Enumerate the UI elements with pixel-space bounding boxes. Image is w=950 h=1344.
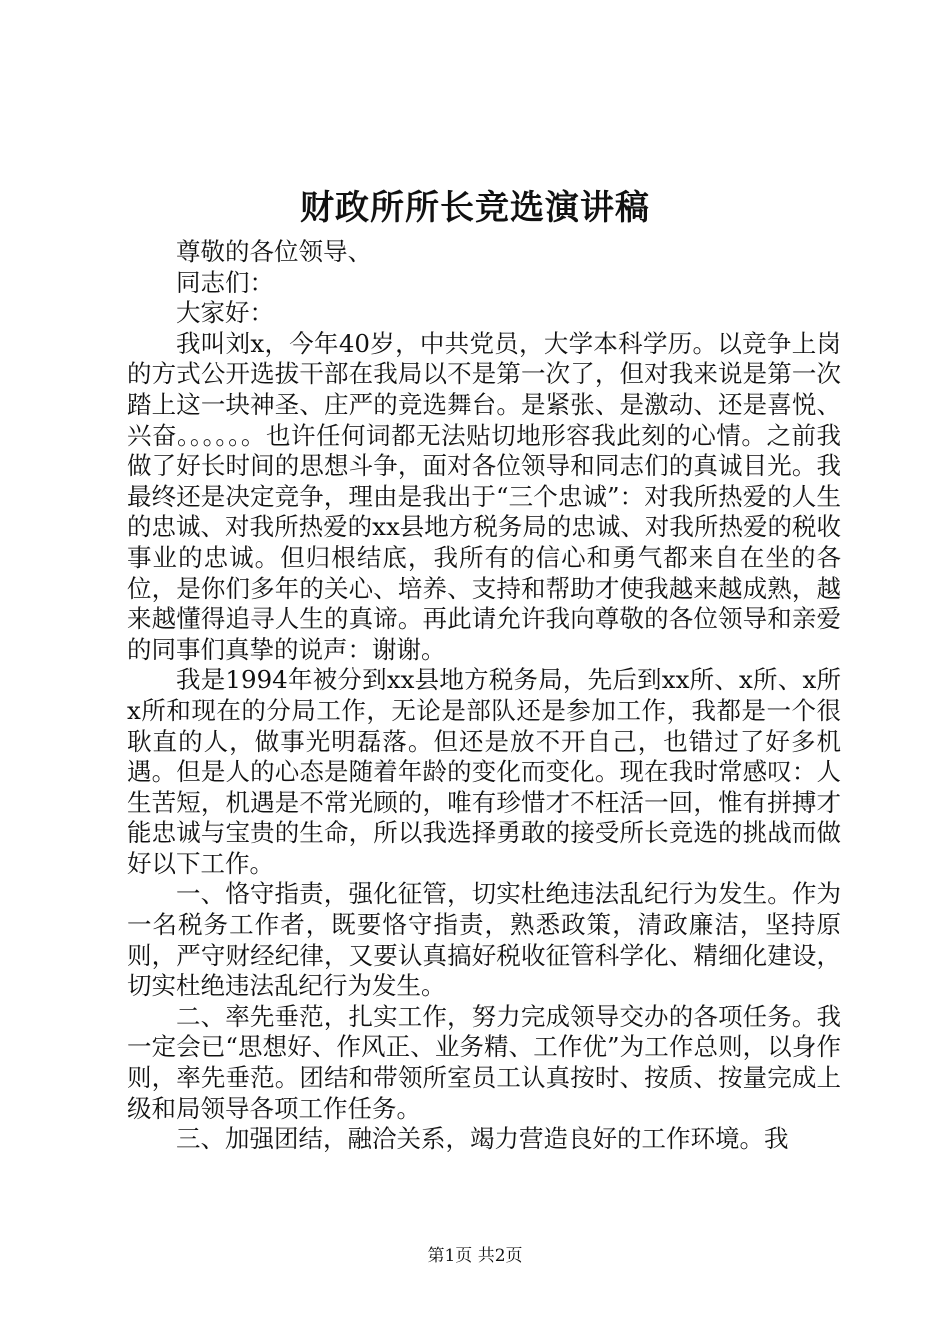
paragraph: 三、加强团结，融洽关系，竭力营造良好的工作环境。我	[176, 1124, 789, 1154]
paragraph: 我叫刘x，今年40岁，中共党员，大学本科学历。以竞争上岗的方式公开选拔干部在我局以不是第一次了，但对我来说是第一次踏上这一块神圣、庄严的竞选舞台。是紧张、是激动、还是喜悦、兴奋。。。。。。也许任何词都无法贴切地形容我此刻的心情。之前我做了好长时间的思想斗争，面对各位领导和同志们的真诚目光。我最终还是决定竞争，理由是我出于“三个忠诚”：对我所热爱的人生的忠诚、对我所热爱的xx县地方税务局的忠诚、对我所热爱的税收事业的忠诚。但归根结底，我所有的信心和勇气都来自在坐的各位，是你们多年的关心、培养、支持和帮助才使我越来越成熟，越来越懂得追寻人生的真谛。再此请允许我向尊敬的各位领导和亲爱的同事们真挚的说声：谢谢。	[127, 328, 841, 664]
paragraph: 我是1994年被分到xx县地方税务局，先后到xx所、x所、x所x所和现在的分局工作，无论是部队还是参加工作，我都是一个很耿直的人，做事光明磊落。但还是放不开自己，也错过了好多机遇。但是人的心态是随着年龄的变化而变化。现在我时常感叹：人生苦短，机遇是不常光顾的，唯有珍惜才不枉活一回，惟有拼搏才能忠诚与宝贵的生命，所以我选择勇敢的接受所长竞选的挑战而做好以下工作。	[127, 665, 841, 878]
body-text	[127, 237, 841, 1155]
paragraph: 二、率先垂范，扎实工作，努力完成领导交办的各项任务。我一定会已“思想好、作风正、业务精、工作优”为工作总则，以身作则，率先垂范。团结和带领所室员工认真按时、按质、按量完成上级和局领导各项工作任务。	[127, 1001, 841, 1123]
paragraph: 一、恪守指责，强化征管，切实杜绝违法乱纪行为发生。作为一名税务工作者，既要恪守指责，熟悉政策，清政廉洁，坚持原则，严守财经纪律，又要认真搞好税收征管科学化、精细化建设，切实杜绝违法乱纪行为发生。	[127, 879, 841, 1001]
page-footer: 第1页 共2页	[427, 1246, 523, 1266]
greeting-line: 同志们：	[176, 267, 274, 297]
greeting-line: 大家好：	[176, 298, 274, 328]
greeting-line: 尊敬的各位领导、	[176, 237, 372, 266]
page-title: 财政所所长竞选演讲稿	[300, 188, 650, 228]
